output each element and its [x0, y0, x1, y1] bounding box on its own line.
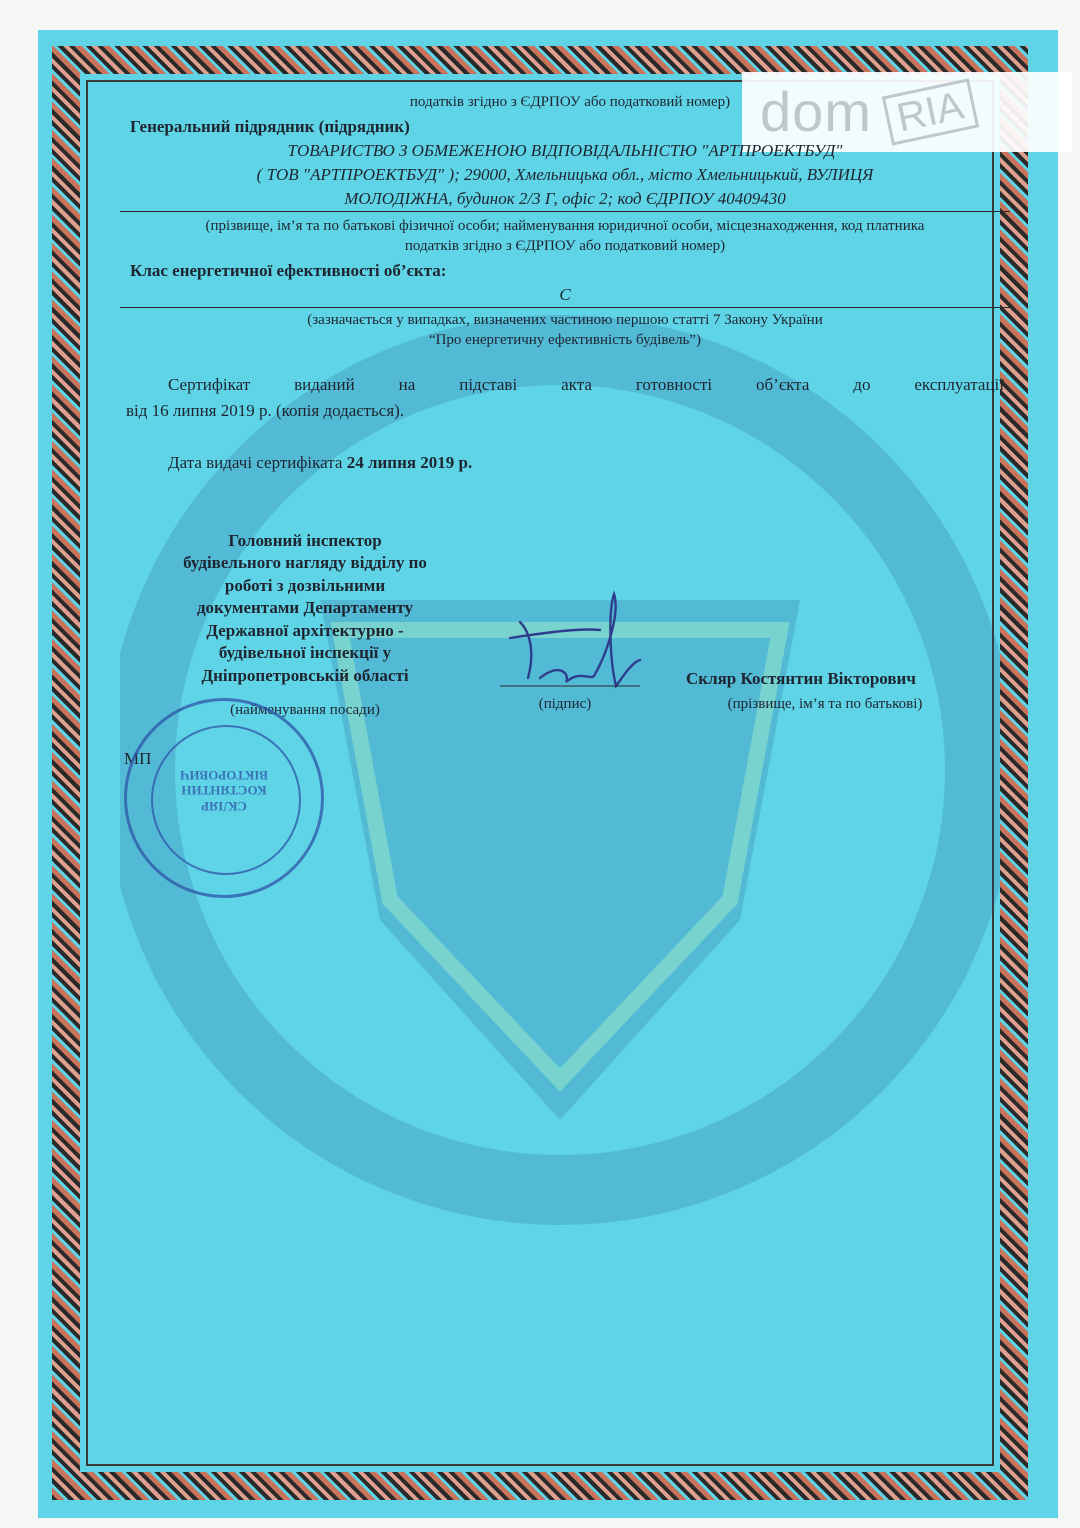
basis-line2: від 16 липня 2019 р. (копія додається).: [126, 401, 405, 420]
contractor-line1: ТОВАРИСТВО З ОБМЕЖЕНОЮ ВІДПОВІДАЛЬНІСТЮ "АРТПРОЕКТБУД": [287, 141, 843, 160]
logo-ria-text: RIA: [882, 78, 979, 145]
position-line: роботі з дозвільними: [224, 575, 386, 595]
top-note: податків згідно з ЄДРПОУ або податковий номер): [409, 94, 731, 110]
logo-dom-text: dom: [760, 80, 872, 143]
issue-date-label: Дата видачі сертифіката: [168, 453, 343, 472]
position-line: будівельного нагляду відділу по: [183, 553, 427, 573]
position-caption: (найменування посади): [230, 702, 380, 718]
position-line: будівельної інспекції у: [218, 643, 392, 663]
contractor-line3: МОЛОДІЖНА, будинок 2/3 Г, офіс 2; код ЄДРПОУ 40409430: [120, 188, 1010, 212]
signer-caption: (прізвище, ім’я та по батькові): [727, 696, 923, 712]
energy-note1: (зазначається у випадках, визначених частиною першою статті 7 Закону України: [307, 312, 823, 328]
contractor-note2: податків згідно з ЄДРПОУ або податковий номер): [404, 238, 726, 254]
basis-line1: Сертифікат виданий на підставі акта готовності об’єкта до експлуатації: [168, 375, 1004, 394]
position-line: Головний інспектор: [228, 531, 382, 550]
signature: [490, 582, 650, 712]
seal-mark: МП: [124, 749, 152, 768]
contractor-line2: ( ТОВ "АРТПРОЕКТБУД" ); 29000, Хмельницька обл., місто Хмельницький, ВУЛИЦЯ: [256, 165, 874, 184]
issue-date-value: 24 липня 2019 р.: [346, 453, 473, 472]
stamp-line: ВІКТОРОВИЧ: [179, 767, 269, 783]
contractor-heading: Генеральний підрядник (підрядник): [130, 117, 410, 136]
stamp-line: КОСТЯНТИН: [181, 783, 267, 799]
position-block: [150, 530, 460, 687]
signer-name: Скляр Костянтин Вікторович: [686, 669, 916, 688]
position-line: Державної архітектурно -: [206, 620, 404, 640]
issue-date-line: [168, 452, 472, 475]
signature-caption: (підпис): [538, 696, 592, 712]
energy-note2: “Про енергетичну ефективність будівель”): [428, 332, 702, 348]
energy-heading: Клас енергетичної ефективності об’єкта:: [130, 261, 447, 280]
stamp-center-text: [127, 767, 321, 814]
contractor-note1: (прізвище, ім’я та по батькові фізичної особи; найменування юридичної особи, місцезнаходження, код платника: [205, 218, 925, 234]
position-line: Дніпропетровській області: [201, 665, 409, 685]
stamp-line: СКЛЯР: [201, 798, 247, 814]
official-stamp: [124, 698, 324, 898]
position-line: документами Департаменту: [196, 598, 414, 618]
energy-class-value: С: [120, 284, 1010, 308]
